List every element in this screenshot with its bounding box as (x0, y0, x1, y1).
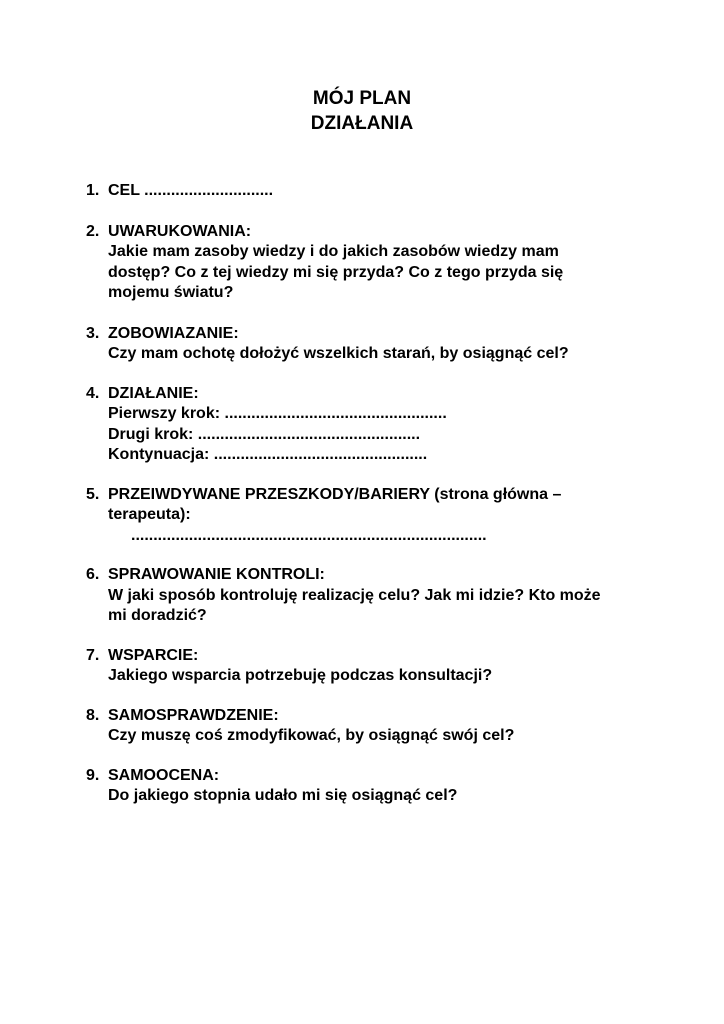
item-number: 5. (86, 485, 100, 503)
item-heading-continued: terapeuta): (108, 506, 191, 523)
item-heading: ZOBOWIAZANIE: (108, 324, 239, 342)
list-item-sprawowanie-kontroli (86, 565, 646, 627)
item-text: Czy mam ochotę dołożyć wszelkich starań, by osiągnąć cel? (108, 345, 569, 362)
item-number: 9. (86, 766, 100, 784)
item-heading: UWARUKOWANIA: (108, 222, 252, 240)
list-item-uwarunkowania (86, 222, 646, 304)
item-heading: SAMOOCENA: (108, 766, 220, 784)
list-item-zobowiazanie (86, 324, 646, 365)
list-item-samoocena (86, 766, 646, 807)
item-number: 2. (86, 222, 100, 240)
item-number: 8. (86, 706, 100, 724)
item-number: 7. (86, 646, 100, 664)
list-item-samosprawdzenie (86, 706, 646, 747)
item-number: 1. (86, 182, 100, 199)
item-text: mojemu światu? (108, 284, 234, 301)
item-text: Do jakiego stopnia udało mi się osiągnąć cel? (108, 787, 458, 804)
item-number: 3. (86, 324, 100, 342)
first-step-line: Pierwszy krok: .................................................. (108, 405, 447, 422)
item-heading: CEL ............................. (108, 182, 274, 199)
item-text: W jaki sposób kontroluję realizację celu? Jak mi idzie? Kto może (108, 586, 601, 604)
continuation-line: Kontynuacja: ................................................ (108, 446, 428, 463)
list-item-dzialanie (86, 384, 646, 466)
item-heading: SPRAWOWANIE KONTROLI: (108, 566, 325, 583)
item-heading: PRZEIWDYWANE PRZESZKODY/BARIERY (strona główna – (108, 485, 562, 503)
title-line-1: MÓJ PLAN (312, 88, 412, 109)
list-item-cel (86, 181, 646, 202)
item-heading: DZIAŁANIE: (108, 384, 199, 402)
item-heading: WSPARCIE: (108, 646, 199, 664)
item-text: dostęp? Co z tej wiedzy mi się przyda? Co z tego przyda się (108, 263, 564, 281)
item-text: Jakiego wsparcia potrzebuję podczas konsultacji? (108, 667, 493, 684)
item-number: 4. (86, 384, 100, 402)
second-step-line: Drugi krok: .................................................. (108, 425, 421, 443)
item-text: mi doradzić? (108, 607, 207, 624)
item-number: 6. (86, 566, 100, 583)
item-text: Czy muszę coś zmodyfikować, by osiągnąć swój cel? (108, 727, 515, 744)
plan-list (86, 181, 646, 807)
title-line-2: DZIAŁANIA (310, 113, 414, 134)
dotted-fill-line: ................................................................................ (131, 526, 487, 544)
list-item-wsparcie (86, 646, 646, 687)
item-text: Jakie mam zasoby wiedzy i do jakich zasobów wiedzy mam (108, 243, 559, 260)
item-heading: SAMOSPRAWDZENIE: (108, 706, 279, 724)
list-item-przeszkody (86, 485, 646, 547)
page-title (0, 86, 724, 136)
